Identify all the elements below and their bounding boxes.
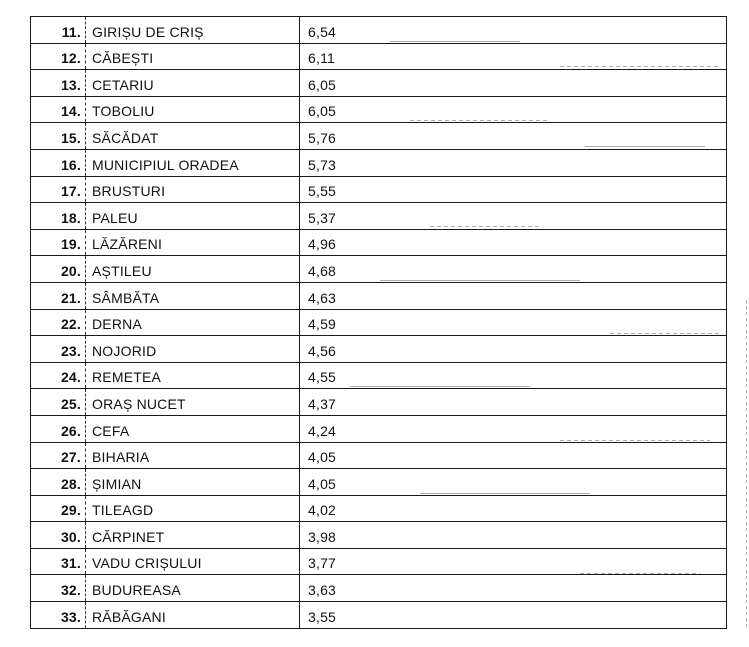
row-number: 30. bbox=[31, 522, 86, 548]
scan-artifact-line bbox=[420, 493, 590, 494]
locality-name: LĂZĂRENI bbox=[86, 230, 300, 256]
locality-name: TOBOLIU bbox=[86, 97, 300, 123]
locality-name: CEFA bbox=[86, 416, 300, 442]
table-row bbox=[31, 230, 726, 257]
locality-value: 4,59 bbox=[308, 316, 337, 333]
locality-value: 6,05 bbox=[308, 103, 337, 120]
scan-artifact-line bbox=[560, 440, 710, 441]
table-row bbox=[31, 389, 726, 416]
scan-artifact-line bbox=[610, 333, 720, 334]
locality-name: BRUSTURI bbox=[86, 177, 300, 203]
row-number: 13. bbox=[31, 70, 86, 96]
row-number: 18. bbox=[31, 203, 86, 229]
table-row bbox=[31, 17, 726, 44]
locality-value: 6,05 bbox=[308, 76, 337, 93]
table-row bbox=[31, 97, 726, 124]
table-row bbox=[31, 70, 726, 97]
locality-value: 4,05 bbox=[308, 449, 337, 466]
locality-name: CĂRPINET bbox=[86, 522, 300, 548]
table-row bbox=[31, 496, 726, 523]
locality-value: 4,05 bbox=[308, 475, 337, 492]
scan-artifact-line bbox=[580, 573, 700, 574]
locality-name: DERNA bbox=[86, 310, 300, 336]
table-row bbox=[31, 443, 726, 470]
row-number: 14. bbox=[31, 97, 86, 123]
locality-name: CETARIU bbox=[86, 70, 300, 96]
scan-artifact-line bbox=[410, 120, 550, 121]
row-number: 29. bbox=[31, 496, 86, 522]
locality-value: 4,24 bbox=[308, 422, 337, 439]
row-number: 20. bbox=[31, 256, 86, 282]
locality-name: RĂBĂGANI bbox=[86, 602, 300, 628]
locality-value: 4,02 bbox=[308, 502, 337, 519]
row-number: 19. bbox=[31, 230, 86, 256]
locality-value: 6,54 bbox=[308, 23, 337, 40]
locality-value: 4,37 bbox=[308, 395, 337, 412]
locality-name: AȘTILEU bbox=[86, 256, 300, 282]
row-number: 15. bbox=[31, 123, 86, 149]
table-row bbox=[31, 416, 726, 443]
row-number: 28. bbox=[31, 469, 86, 495]
row-number: 16. bbox=[31, 150, 86, 176]
table-row bbox=[31, 469, 726, 496]
scan-edge-mark bbox=[746, 300, 747, 630]
table-row bbox=[31, 177, 726, 204]
table-row bbox=[31, 522, 726, 549]
locality-value: 3,98 bbox=[308, 528, 337, 545]
table-row bbox=[31, 203, 726, 230]
locality-name: SĂCĂDAT bbox=[86, 123, 300, 149]
row-number: 32. bbox=[31, 575, 86, 601]
locality-name: REMETEA bbox=[86, 363, 300, 389]
table-row bbox=[31, 150, 726, 177]
locality-name: CĂBEȘTI bbox=[86, 44, 300, 70]
locality-name: BUDUREASA bbox=[86, 575, 300, 601]
row-number: 25. bbox=[31, 389, 86, 415]
locality-name: SÂMBĂTA bbox=[86, 283, 300, 309]
locality-value: 6,11 bbox=[308, 50, 336, 67]
locality-name: GIRIȘU DE CRIȘ bbox=[86, 17, 300, 43]
table-row bbox=[31, 549, 726, 576]
locality-value: 3,55 bbox=[308, 608, 337, 625]
table-row bbox=[31, 283, 726, 310]
row-number: 33. bbox=[31, 602, 86, 628]
table-row bbox=[31, 602, 726, 629]
table-row bbox=[31, 256, 726, 283]
locality-value: 3,77 bbox=[308, 555, 337, 572]
row-number: 26. bbox=[31, 416, 86, 442]
locality-value: 4,68 bbox=[308, 262, 337, 279]
row-number: 17. bbox=[31, 177, 86, 203]
locality-name: ORAȘ NUCET bbox=[86, 389, 300, 415]
locality-name: VADU CRIȘULUI bbox=[86, 549, 300, 575]
locality-value: 5,55 bbox=[308, 183, 337, 200]
scan-artifact-line bbox=[430, 226, 540, 227]
row-number: 22. bbox=[31, 310, 86, 336]
row-number: 11. bbox=[31, 17, 86, 43]
locality-name: PALEU bbox=[86, 203, 300, 229]
row-number: 24. bbox=[31, 363, 86, 389]
locality-value: 4,63 bbox=[308, 289, 337, 306]
data-table bbox=[30, 16, 727, 629]
locality-value: 5,37 bbox=[308, 209, 337, 226]
row-number: 23. bbox=[31, 336, 86, 362]
locality-value: 4,55 bbox=[308, 369, 337, 386]
locality-name: NOJORID bbox=[86, 336, 300, 362]
locality-name: TILEAGD bbox=[86, 496, 300, 522]
locality-name: ȘIMIAN bbox=[86, 469, 300, 495]
locality-name: BIHARIA bbox=[86, 443, 300, 469]
scan-artifact-line bbox=[350, 386, 530, 387]
row-number: 27. bbox=[31, 443, 86, 469]
row-number: 12. bbox=[31, 44, 86, 70]
scan-artifact-line bbox=[390, 41, 520, 42]
locality-name: MUNICIPIUL ORADEA bbox=[86, 150, 300, 176]
row-number: 21. bbox=[31, 283, 86, 309]
locality-value: 4,96 bbox=[308, 236, 337, 253]
locality-value: 4,56 bbox=[308, 342, 337, 359]
locality-value: 5,73 bbox=[308, 156, 337, 173]
locality-value: 5,76 bbox=[308, 129, 337, 146]
row-number: 31. bbox=[31, 549, 86, 575]
scan-artifact-line bbox=[380, 280, 580, 281]
table-row bbox=[31, 336, 726, 363]
scan-artifact-line bbox=[585, 146, 705, 147]
locality-value: 3,63 bbox=[308, 582, 337, 599]
scan-artifact-line bbox=[560, 66, 720, 67]
table-row bbox=[31, 575, 726, 602]
